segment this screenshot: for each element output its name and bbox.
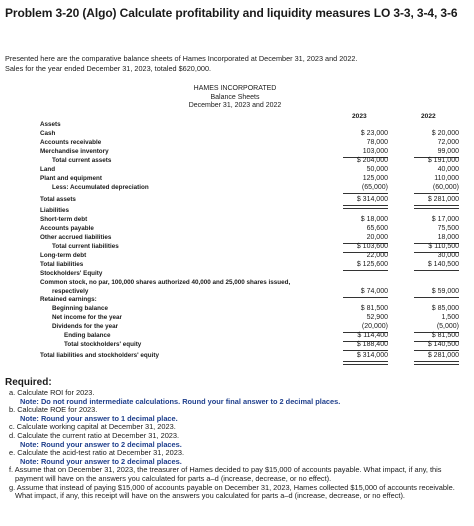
value-2023: $ 204,000 <box>356 157 388 164</box>
balance-sheet-row <box>0 261 474 270</box>
value-2022: $ 281,000 <box>427 196 459 203</box>
value-2023: $ 103,600 <box>356 243 388 250</box>
row-label: Net income for the year <box>52 314 122 321</box>
balance-sheet-row <box>0 305 474 314</box>
question-g: g. Assume that instead of paying $15,000 of accounts payable on December 31, 2023, Hames collected $15,000 of accounts receivable. What impact, if any, this receipt will have on the answers you calculated for parts a–d (increase, decrease, or no effect). <box>9 482 455 501</box>
row-label: Dividends for the year <box>52 323 119 330</box>
value-2023: 22,000 <box>366 252 388 259</box>
statement-dates: December 31, 2023 and 2022 <box>188 102 282 109</box>
value-2022: (5,000) <box>436 323 459 330</box>
value-2023: $ 18,000 <box>360 216 388 223</box>
statement-header <box>175 85 295 111</box>
balance-sheet-row <box>0 130 474 139</box>
row-label: Merchandise inventory <box>40 148 109 155</box>
value-2023: (20,000) <box>361 323 388 330</box>
balance-sheet-row <box>0 207 474 216</box>
balance-sheet-row <box>0 252 474 261</box>
value-2023: 125,000 <box>362 175 388 182</box>
total-underline <box>343 361 388 365</box>
value-2023: $ 188,400 <box>356 341 388 348</box>
value-2023: $ 74,000 <box>360 288 388 295</box>
value-2023: (65,000) <box>361 184 388 191</box>
column-header-2023: 2023 <box>352 113 367 120</box>
value-2023: $ 314,000 <box>356 352 388 359</box>
balance-sheet-row <box>0 196 474 205</box>
value-2022: (60,000) <box>432 184 459 191</box>
row-label: Accounts payable <box>40 225 94 232</box>
total-underline <box>343 350 388 351</box>
row-label: respectively <box>52 288 89 295</box>
row-label: Total assets <box>40 196 76 203</box>
value-2023: $ 114,400 <box>357 332 388 339</box>
balance-sheet-row <box>0 216 474 225</box>
row-label: Less: Accumulated depreciation <box>52 184 149 191</box>
value-2022: 30,000 <box>437 252 459 259</box>
value-2022: $ 140,500 <box>427 341 459 348</box>
row-label: Accounts receivable <box>40 139 102 146</box>
column-header-2022: 2022 <box>421 113 436 120</box>
intro-line-1: Presented here are the comparative balance sheets of Hames Incorporated at December 31, 2023 and 2022. <box>5 54 358 63</box>
row-label: Land <box>40 166 56 173</box>
balance-sheet-row <box>0 148 474 157</box>
question-d: d. Calculate the current ratio at December 31, 2023. <box>9 430 180 440</box>
value-2023: $ 23,000 <box>360 130 388 137</box>
row-label: Retained earnings: <box>40 296 97 303</box>
note-a: Note: Do not round intermediate calculations. Round your final answer to 2 decimal places. <box>20 396 341 406</box>
value-2023: $ 314,000 <box>356 196 388 203</box>
balance-sheet-row <box>0 296 474 305</box>
total-underline <box>343 193 388 194</box>
value-2022: $ 20,000 <box>431 130 459 137</box>
value-2022: 75,500 <box>437 225 459 232</box>
value-2023: 20,000 <box>366 234 388 241</box>
row-label: Beginning balance <box>52 305 108 312</box>
value-2023: $ 125,600 <box>356 261 388 268</box>
balance-sheet-row <box>0 225 474 234</box>
value-2022: $ 281,000 <box>427 352 459 359</box>
balance-sheet-row <box>0 323 474 332</box>
balance-sheet-row <box>0 279 474 288</box>
required-title: Required: <box>5 377 52 388</box>
intro-line-2: Sales for the year ended December 31, 2023, totaled $620,000. <box>5 64 212 73</box>
value-2023: 52,900 <box>366 314 388 321</box>
value-2022: $ 81,500 <box>431 332 459 339</box>
note-e: Note: Round your answer to 2 decimal places. <box>20 456 182 466</box>
value-2023: 50,000 <box>366 166 388 173</box>
row-label: Common stock, no par, 100,000 shares authorized 40,000 and 25,000 shares issued, <box>40 279 291 286</box>
value-2022: 72,000 <box>437 139 459 146</box>
value-2022: $ 140,500 <box>427 261 459 268</box>
question-b: b. Calculate ROE for 2023. <box>9 405 98 415</box>
value-2023: 65,600 <box>366 225 388 232</box>
value-2022: 18,000 <box>437 234 459 241</box>
value-2022: 99,000 <box>437 148 459 155</box>
value-2022: $ 85,000 <box>431 305 459 312</box>
balance-sheet-row <box>0 157 474 166</box>
row-label: Short-term debt <box>40 216 88 223</box>
row-label: Long-term debt <box>40 252 87 259</box>
balance-sheet-row <box>0 234 474 243</box>
row-label: Total current assets <box>52 157 112 164</box>
row-label: Stockholders' Equity <box>40 270 103 277</box>
value-2022: 1,500 <box>441 314 459 321</box>
row-label: Total liabilities <box>40 261 84 268</box>
value-2023: 78,000 <box>366 139 388 146</box>
balance-sheet-row <box>0 314 474 323</box>
value-2022: $ 17,000 <box>431 216 459 223</box>
intro-text <box>5 54 465 74</box>
balance-sheet-row <box>0 341 474 350</box>
balance-sheet-row <box>0 270 474 279</box>
value-2023: $ 81,500 <box>360 305 388 312</box>
balance-sheet-row <box>0 121 474 130</box>
note-b: Note: Round your answer to 1 decimal place. <box>20 413 178 423</box>
row-label: Total liabilities and stockholders' equity <box>40 352 159 359</box>
value-2022: $ 59,000 <box>431 288 459 295</box>
balance-sheet-row <box>0 166 474 175</box>
value-2022: 40,000 <box>437 166 459 173</box>
problem-title: Problem 3-20 (Algo) Calculate profitability and liquidity measures LO 3-3, 3-4, 3-6 <box>5 6 458 20</box>
row-label: Other accrued liabilities <box>40 234 112 241</box>
required-section <box>5 377 471 501</box>
value-2022: 110,000 <box>434 175 459 182</box>
statement-name: Balance Sheets <box>210 93 260 101</box>
value-2022: $ 110,500 <box>428 243 459 250</box>
note-d: Note: Round your answer to 2 decimal places. <box>20 439 182 449</box>
question-f: f. Assume that on December 31, 2023, the treasurer of Hames decided to pay $15,000 of accounts payable. What impact, if any, this payment will have on the answers you calculated for parts a–d (increase, decrease, or no effect). <box>9 465 442 483</box>
question-a: a. Calculate ROI for 2023. <box>9 388 95 397</box>
value-2023: 103,000 <box>362 148 388 155</box>
value-2022: $ 191,000 <box>427 157 459 164</box>
question-c: c. Calculate working capital at December 31, 2023. <box>9 422 176 432</box>
row-label: Total current liabilities <box>52 243 119 250</box>
row-label: Cash <box>40 130 56 137</box>
row-label: Plant and equipment <box>40 175 102 182</box>
row-label: Total stockholders' equity <box>64 341 142 348</box>
row-label: Liabilities <box>40 207 70 214</box>
balance-sheet-row <box>0 139 474 148</box>
balance-sheet-row <box>0 184 474 193</box>
company-name: HAMES INCORPORATED <box>193 85 277 92</box>
total-underline <box>414 361 459 365</box>
total-underline <box>414 193 459 194</box>
balance-sheet-row <box>0 332 474 341</box>
balance-sheet-row <box>0 175 474 184</box>
balance-sheet-row <box>0 352 474 361</box>
total-underline <box>414 350 459 351</box>
balance-sheet-row <box>0 243 474 252</box>
row-label: Assets <box>40 121 61 128</box>
question-e: e. Calculate the acid-test ratio at December 31, 2023. <box>9 448 185 458</box>
row-label: Ending balance <box>64 332 111 339</box>
